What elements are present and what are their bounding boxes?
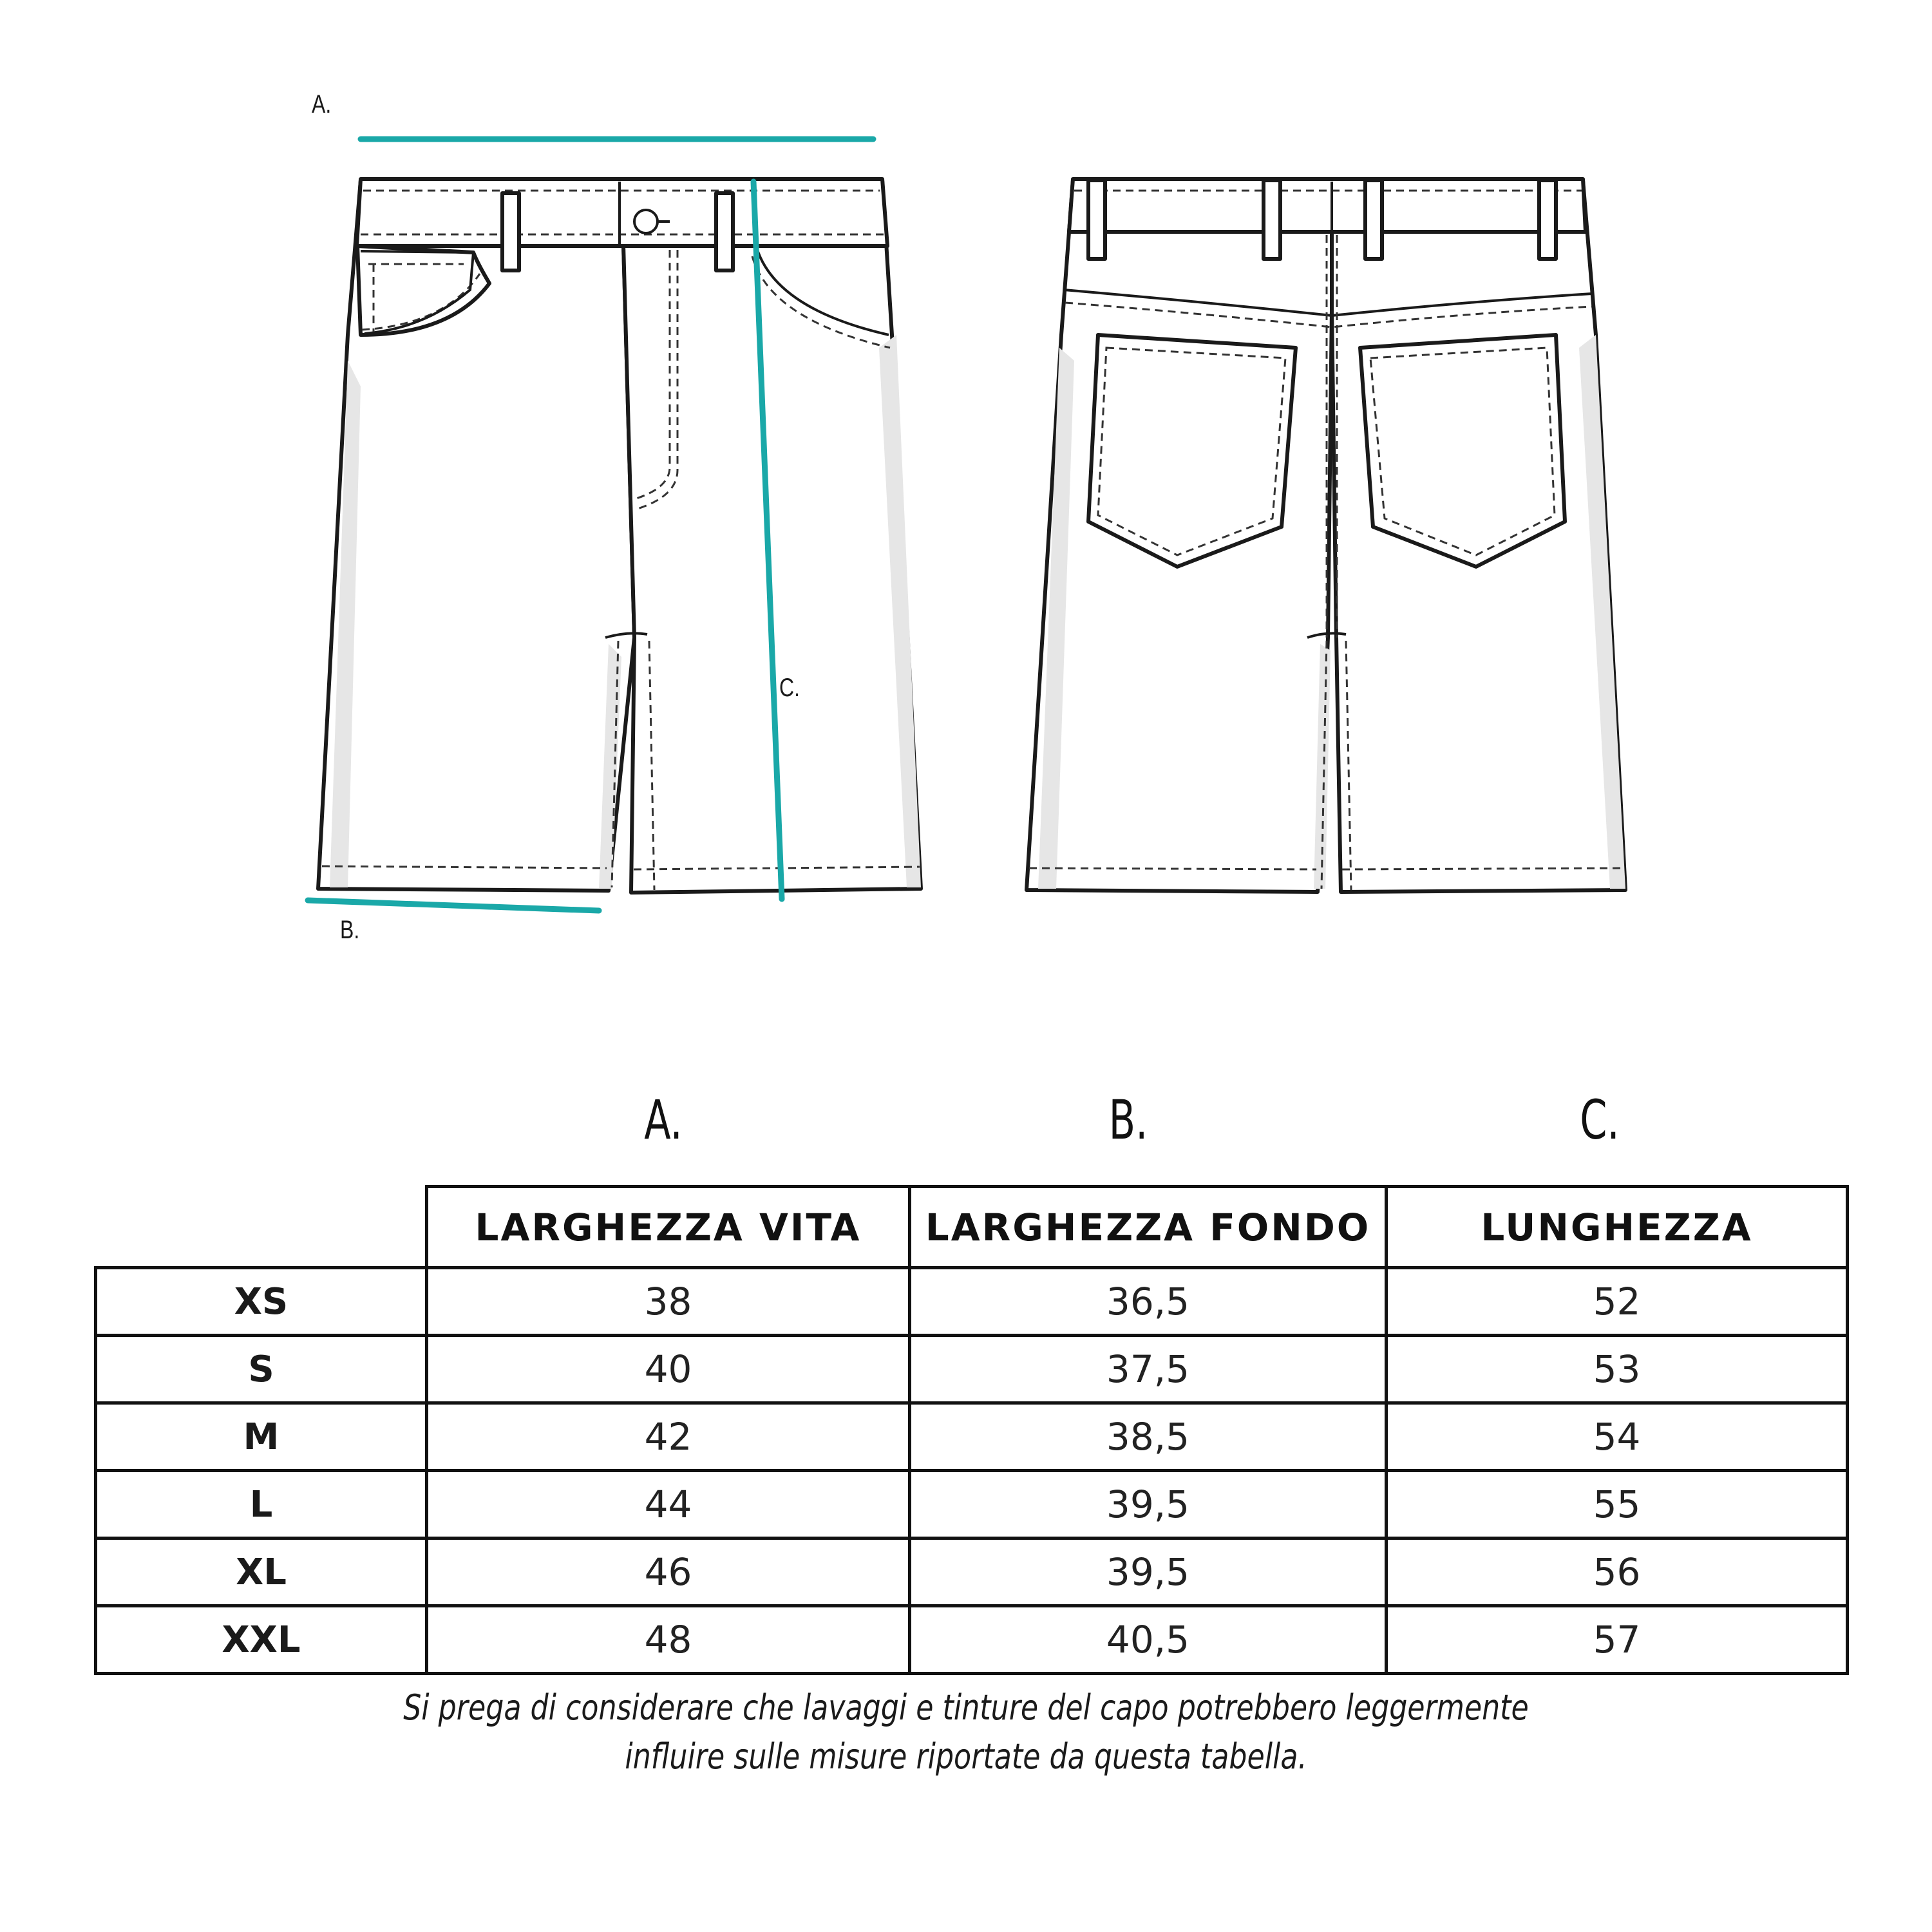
table-row [96, 1539, 1848, 1606]
value-fondo: 39,5 [910, 1539, 1387, 1606]
size-label: L [96, 1471, 427, 1539]
table-header-row [96, 1187, 1848, 1268]
back-left-pocket [1088, 335, 1296, 567]
value-vita: 38 [427, 1268, 910, 1336]
front-waistband [357, 179, 887, 246]
size-label: M [96, 1403, 427, 1471]
belt-loop [1088, 180, 1105, 259]
table-corner [96, 1187, 427, 1268]
value-lunghezza: 52 [1387, 1268, 1848, 1336]
size-label: XL [96, 1539, 427, 1606]
value-lunghezza: 57 [1387, 1606, 1848, 1674]
column-letter-b: B. [1108, 1088, 1148, 1151]
column-letter-a: A. [644, 1088, 683, 1151]
header-larghezza-fondo: LARGHEZZA FONDO [910, 1187, 1387, 1268]
size-label: S [96, 1336, 427, 1403]
disclaimer-line-1: Si prega di considerare che lavaggi e tinture del capo potrebbero leggermente [403, 1687, 1529, 1728]
disclaimer-line-2: influire sulle misure riportate da questa tabella. [625, 1736, 1307, 1777]
value-lunghezza: 54 [1387, 1403, 1848, 1471]
belt-loop [716, 193, 733, 270]
measure-label-c: C. [779, 674, 800, 702]
value-fondo: 36,5 [910, 1268, 1387, 1336]
measure-label-a: A. [312, 90, 332, 118]
belt-loop [502, 193, 519, 270]
table-row [96, 1471, 1848, 1539]
value-vita: 46 [427, 1539, 910, 1606]
back-right-pocket [1360, 335, 1565, 567]
value-vita: 42 [427, 1403, 910, 1471]
value-fondo: 38,5 [910, 1403, 1387, 1471]
belt-loop [1264, 180, 1280, 259]
header-lunghezza: LUNGHEZZA [1387, 1187, 1848, 1268]
size-table [94, 1185, 1849, 1675]
front-view [318, 179, 921, 893]
column-letter-c: C. [1580, 1088, 1620, 1151]
value-vita: 44 [427, 1471, 910, 1539]
table-row [96, 1336, 1848, 1403]
back-waistband [1069, 179, 1586, 232]
value-vita: 48 [427, 1606, 910, 1674]
value-fondo: 40,5 [910, 1606, 1387, 1674]
value-fondo: 39,5 [910, 1471, 1387, 1539]
table-row [96, 1403, 1848, 1471]
belt-loop [1365, 180, 1382, 259]
header-larghezza-vita: LARGHEZZA VITA [427, 1187, 910, 1268]
belt-loop [1539, 180, 1556, 259]
front-button [634, 210, 658, 233]
value-lunghezza: 56 [1387, 1539, 1848, 1606]
table-row [96, 1606, 1848, 1674]
value-vita: 40 [427, 1336, 910, 1403]
value-lunghezza: 55 [1387, 1471, 1848, 1539]
value-lunghezza: 53 [1387, 1336, 1848, 1403]
back-view [1027, 179, 1625, 892]
measure-line-b [308, 900, 599, 911]
value-fondo: 37,5 [910, 1336, 1387, 1403]
size-label: XS [96, 1268, 427, 1336]
table-row [96, 1268, 1848, 1336]
size-label: XXL [96, 1606, 427, 1674]
measure-label-b: B. [340, 916, 360, 944]
